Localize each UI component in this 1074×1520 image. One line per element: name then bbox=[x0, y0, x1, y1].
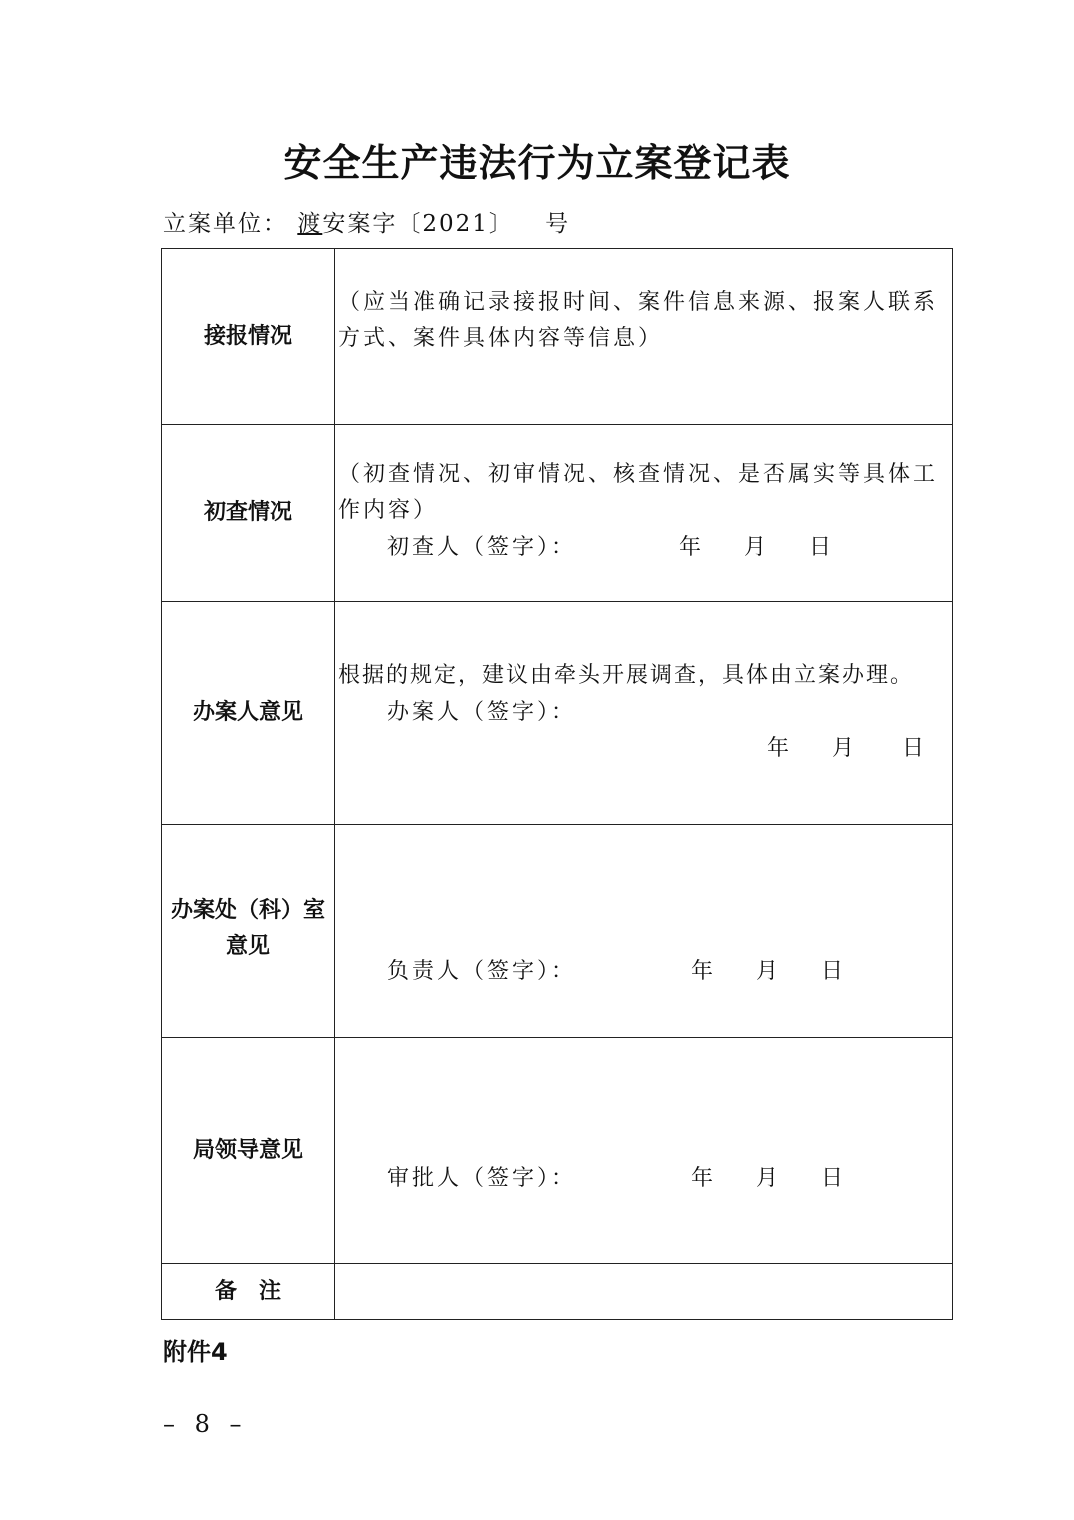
date-day: 日 bbox=[809, 535, 835, 560]
registration-table bbox=[161, 248, 953, 1320]
cell-report[interactable] bbox=[335, 249, 953, 425]
case-prefix-underlined: 渡 bbox=[297, 211, 323, 237]
cell-preliminary[interactable] bbox=[335, 425, 953, 602]
case-number-line bbox=[163, 205, 570, 238]
date-month: 月 bbox=[756, 1166, 782, 1191]
row-handler bbox=[162, 602, 953, 825]
date-day: 日 bbox=[902, 736, 928, 761]
case-prefix: 安案字〔2021〕 bbox=[322, 211, 514, 237]
preliminary-date bbox=[679, 533, 834, 563]
date-year: 年 bbox=[691, 959, 717, 984]
cell-remarks[interactable] bbox=[335, 1264, 953, 1320]
label-handler: 办案人意见 bbox=[162, 602, 335, 825]
label-office bbox=[162, 825, 335, 1038]
date-month: 月 bbox=[832, 736, 858, 761]
label-office-text: 办案处（科）室意见 bbox=[170, 898, 325, 959]
page-number: – 8 – bbox=[163, 1410, 248, 1438]
office-signer: 负责人（签字）： bbox=[387, 959, 577, 984]
handler-opinion: 根据的规定，建议由牵头开展调查，具体由立案办理。 bbox=[338, 663, 915, 688]
cell-handler[interactable] bbox=[335, 602, 953, 825]
label-preliminary: 初查情况 bbox=[162, 425, 335, 602]
unit-label: 立案单位： bbox=[163, 211, 288, 237]
form-title: 安全生产违法行为立案登记表 bbox=[283, 140, 791, 185]
row-report bbox=[162, 249, 953, 425]
cell-office[interactable] bbox=[335, 825, 953, 1038]
handler-date bbox=[767, 734, 927, 764]
leader-date bbox=[691, 1164, 846, 1194]
date-month: 月 bbox=[756, 959, 782, 984]
date-day: 日 bbox=[821, 1166, 847, 1191]
date-month: 月 bbox=[744, 535, 770, 560]
preliminary-signer: 初查人（签字）： bbox=[387, 535, 577, 560]
row-preliminary bbox=[162, 425, 953, 602]
leader-signer: 审批人（签字）： bbox=[387, 1166, 577, 1191]
handler-signer: 办案人（签字）： bbox=[387, 700, 577, 725]
case-suffix: 号 bbox=[545, 211, 571, 237]
report-hint: （应当准确记录接报时间、案件信息来源、报案人联系方式、案件具体内容等信息） bbox=[338, 290, 939, 351]
cell-leader[interactable] bbox=[335, 1038, 953, 1264]
label-report: 接报情况 bbox=[162, 249, 335, 425]
row-leader bbox=[162, 1038, 953, 1264]
date-year: 年 bbox=[691, 1166, 717, 1191]
label-remarks: 备 注 bbox=[162, 1264, 335, 1320]
date-day: 日 bbox=[821, 959, 847, 984]
date-year: 年 bbox=[679, 535, 705, 560]
row-office bbox=[162, 825, 953, 1038]
preliminary-hint: （初查情况、初审情况、核查情况、是否属实等具体工作内容） bbox=[338, 462, 939, 523]
row-remarks bbox=[162, 1264, 953, 1320]
annex-label: 附件4 bbox=[163, 1338, 228, 1366]
label-leader: 局领导意见 bbox=[162, 1038, 335, 1264]
date-year: 年 bbox=[767, 736, 793, 761]
office-date bbox=[691, 957, 846, 987]
